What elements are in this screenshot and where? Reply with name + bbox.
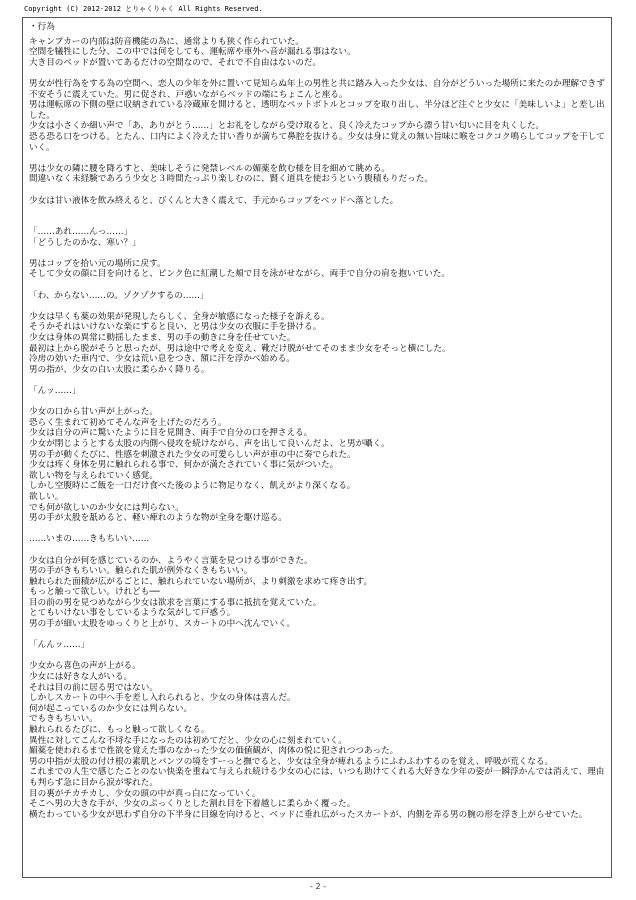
text-line: 少女は疼く身体を男に触れられる事で、何かが満たされていく事に気がついた。 xyxy=(29,460,339,471)
text-line: 媚薬を使われるまで性欲を覚えた事のなかった少女の価値観が、肉体の悦に犯されつつあった。 xyxy=(29,746,399,757)
text-line: 男の手が太股を舐めると、軽い痺れのような物が全身を駆け巡る。 xyxy=(29,513,287,524)
text-line: そこへ男の大きな手が、少女のぷっくりとした割れ目を下着越しに柔らかく覆った。 xyxy=(29,799,356,810)
text-line: 恐る恐る口をつける。とたん、口内によく冷えた甘い香りが満ちて鼻腔を抜ける。少女は身に覚えの無い旨味に喉をコクコク鳴らしてコップを干していく。 xyxy=(29,131,605,153)
text-line: 少女は小さくか細い声で「あ、ありがとう……」とお礼をしながら受け取ると、良く冷えたコップから漂う甘い匂いに目を丸くした。 xyxy=(29,121,545,132)
paragraph xyxy=(29,196,605,207)
text-line: 「わ、からない……の。ゾクゾクするの……」 xyxy=(29,290,209,301)
paragraph xyxy=(29,556,605,630)
text-line: 少女は自分が何を感じているのか、ようやく言葉を見つける事ができた。 xyxy=(29,555,313,566)
text-line: 男の指が、少女の白い太股に柔らかく降りる。 xyxy=(29,364,210,375)
text-line: 少女は甘い液体を飲み終えると、びくんと大きく震えて、手元からコップをベッドへ落とした。 xyxy=(29,195,399,206)
page-number: - 2 - xyxy=(310,882,326,891)
text-line: 少女が閉じようとする太股の内側へ侵攻を続けながら、声を出して良いんだよ、と男が囁く。 xyxy=(29,438,390,449)
text-line: そして少女の顔に目を向けると、ピンク色に紅潮した頬で目を泳がせながら、両手で自分の肩を抱いていた。 xyxy=(29,269,450,280)
text-line: 少女は早くも薬の効果が発現したらしく、全身が敏感になった様子を訴える。 xyxy=(29,311,330,322)
paragraph xyxy=(29,164,605,185)
document-body xyxy=(23,18,611,820)
copyright-notice: Copyright (C) 2012-2012 とりゃくりゃく All Rights Reserved. xyxy=(24,5,263,13)
text-line: しかしスカートの中へ手を差し入れられると、少女の身体は喜んだ。 xyxy=(29,693,296,704)
text-line: 男は少女の隣に腰を降ろすと、美味しそうに発禁レベルの媚薬を飲む様を目を細めて眺める。 xyxy=(29,163,390,174)
text-line: 男の中指が太股の付け根の素肌とパンツの境をすーっと撫でると、少女は全身が痺れるようにふわふわするのを覚え、呼吸が荒くなる。 xyxy=(29,756,554,767)
text-line: ……いまの……きもちいい…… xyxy=(29,534,150,545)
text-line: 「んんッ……」 xyxy=(29,640,90,651)
text-line: 少女の口から甘い声が上がった。 xyxy=(29,407,158,418)
text-line: でもきもちいい。 xyxy=(29,714,98,725)
text-line: 男はコップを拾い元の場所に戻す。 xyxy=(29,258,166,269)
text-line: 触れられるたびに、もっと触って欲しくなる。 xyxy=(29,725,210,735)
text-line: 触れられた面積が広がるごとに、触れられていない場所が、より刺激を求めて疼き出す。 xyxy=(29,576,373,587)
section-title: ・行為 xyxy=(29,22,55,32)
text-line: 何が起こっているのか少女には判らない。 xyxy=(29,703,193,714)
paragraph xyxy=(29,661,605,820)
text-line: 冷房の効いた車内で、少女は荒い息をつき、額に汗を浮かべ始める。 xyxy=(29,354,295,365)
text-line: 少女は身体の異常に動揺したまま、男の手の動きに身を任せていた。 xyxy=(29,333,296,344)
text-line: 男の手が細い太股をゆっくりと上がり、スカートの中へ沈んでいく。 xyxy=(29,619,296,630)
text-line: これまでの人生で感じたことのない快楽を重ねて与えられ続ける少女の心には、いつも助けてくれる大好きな少年の姿が一瞬浮かんでは消えて、理由も判らず急に目から涙が零れた。 xyxy=(29,767,605,788)
text-line: 最初は上から脱がそうと思ったが、男は途中で考えを変え、靴だけ脱がせてそのまま少女をそっと横にした。 xyxy=(29,343,451,354)
text-line: 恐らく生まれて初めてそんな声を上げたのだろう。 xyxy=(29,417,227,428)
text-line: でも何が欲しいのか少女には判らない。 xyxy=(29,502,184,513)
text-line: 少女から喜色の声が上がる。 xyxy=(29,661,141,672)
paragraph xyxy=(29,259,605,280)
page-frame xyxy=(22,17,612,878)
paragraph xyxy=(29,407,605,524)
text-line: しかし空腹時にご飯を一口だけ食べた後のように物足りなく、飢えがより深くなる。 xyxy=(29,481,356,492)
paragraph xyxy=(29,79,605,153)
text-line: 欲しい。 xyxy=(29,491,64,502)
text-line: もっと触って欲しい。けれども── xyxy=(29,587,160,598)
text-line: 間違いなく未経験であろう少女と３時間たっぷり楽しむのに、賢く道具を使おうという腹積もりだった。 xyxy=(29,174,433,185)
text-line: 異性に対してこんな不埒な手になったのは初めてだと、少女の心に刻まれていく。 xyxy=(29,735,347,746)
paragraph xyxy=(29,386,605,397)
text-line: 男の手が動くたびに、性感を刺激された少女の可愛らしい声が車の中に奏でられた。 xyxy=(29,449,356,460)
text-line: 空間を犠牲にした分、この中では何をしても、運転席や車外へ音が漏れる事はない。 xyxy=(29,47,356,58)
paragraph xyxy=(29,312,605,376)
text-line: 男の手がきもちいい。触られた肌が例外なくきもちいい。 xyxy=(29,566,253,577)
paragraph-list xyxy=(29,37,605,821)
text-line: 欲しい物を与えられていく感覚。 xyxy=(29,470,158,481)
text-line: 「……あれ……んっ……」 xyxy=(29,227,133,238)
text-line: 目の前の男を見つめながら少女は欲求を言葉にする事に抵抗を覚えていた。 xyxy=(29,597,322,608)
text-line: 目の裏がチカチカし、少女の頭の中が真っ白になっていく。 xyxy=(29,788,261,799)
text-line: 横たわっている少女が思わず自分の下半身に目線を向けると、ベッドに垂れ広がったスカートが、内側を弄る男の腕の形を浮き上がらせていた。 xyxy=(29,809,588,820)
text-line: 「どうしたのかな、寒い？」 xyxy=(29,237,141,248)
text-line: それは目の前に居る男ではない。 xyxy=(29,682,158,693)
text-line: キャンプカーの内部は防音機能の為に、通常よりも狭く作られていた。 xyxy=(29,36,304,47)
paragraph xyxy=(29,37,605,69)
text-line: 男女が性行為をする為の空間へ、恋人の少年を外に置いて見知らぬ年上の男性と共に踏み入った少女は、自分がどういった場所に来たのか理解できず不安そうに震えていた。男に促され、戸惑いながらベッドの端にちょこんと座る。 xyxy=(29,78,605,100)
paragraph xyxy=(29,640,605,651)
text-line: 男は運転席の下側の壁に収納されている冷蔵庫を開けると、透明なペットボトルとコップを取り出し、半分ほど注ぐと少女に「美味しいよ」と差し出した。 xyxy=(29,100,605,121)
paragraph xyxy=(29,227,605,248)
text-line: 「んッ……」 xyxy=(29,386,81,396)
text-line: 大き目のベッドが置いてあるだけの空間なので、それで不自由はないのだ。 xyxy=(29,57,322,68)
text-line: 少女には好きな人がいる。 xyxy=(29,672,133,683)
text-line: とてもいけない事をしているような気がして戸惑う。 xyxy=(29,608,236,619)
text-line: 少女は自分の声に驚いたように目を見開き、両手で自分の口を押さえる。 xyxy=(29,428,313,439)
paragraph xyxy=(29,291,605,302)
text-line: そうかそれはいけないな楽にすると良い、と男は少女の衣服に手を掛ける。 xyxy=(29,322,322,333)
paragraph xyxy=(29,534,605,545)
